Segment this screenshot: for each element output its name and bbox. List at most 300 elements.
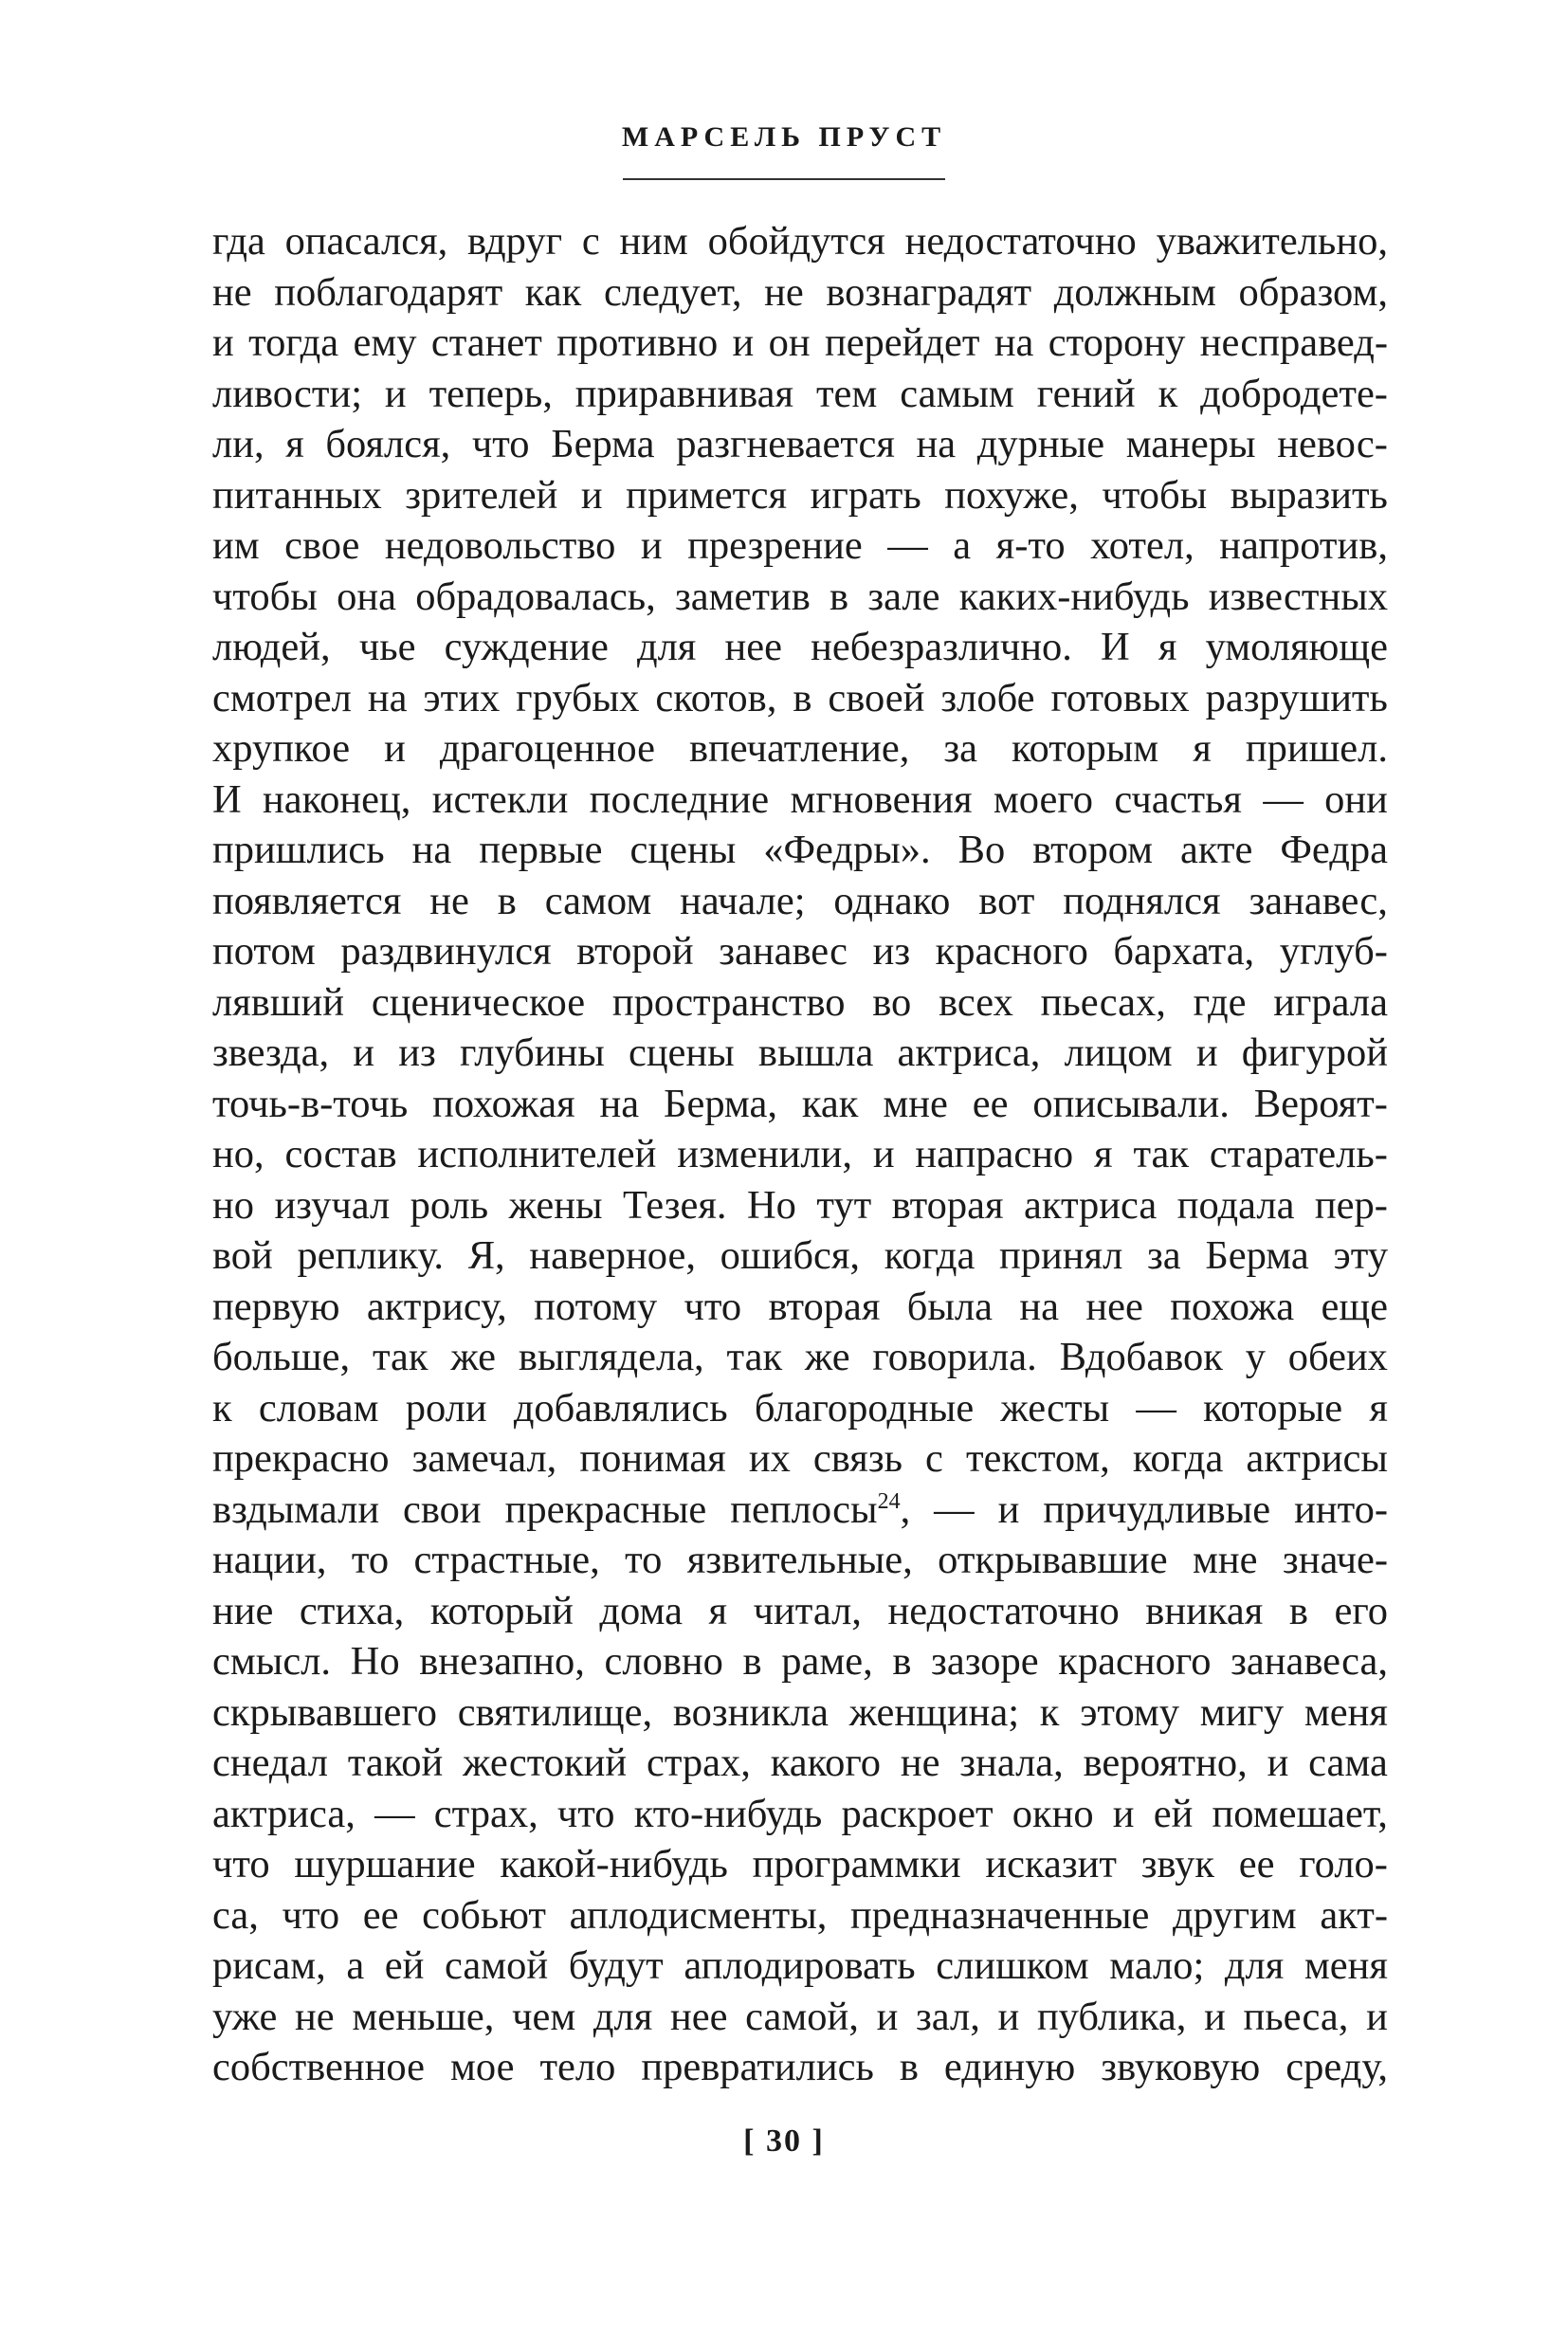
word: превратились: [641, 2045, 874, 2089]
word: Вдобавок: [1059, 1335, 1223, 1379]
word: занавес: [719, 929, 848, 974]
word: на: [1019, 1284, 1060, 1329]
word: в: [742, 1639, 762, 1684]
word: и: [732, 320, 755, 365]
word: недостаточно: [904, 219, 1137, 264]
word: смотрел: [212, 675, 352, 720]
text-line: [212, 1129, 1388, 1180]
word: втором: [1032, 828, 1154, 872]
text-line: [212, 673, 1388, 724]
word: —: [374, 1791, 415, 1836]
word: я: [1094, 1132, 1113, 1176]
text-line: [212, 1230, 1388, 1282]
word: страх,: [646, 1740, 751, 1785]
word: меня: [1304, 1943, 1388, 1988]
word: а: [346, 1943, 365, 1988]
word: я: [1193, 726, 1212, 771]
word: наверное,: [529, 1233, 696, 1278]
word: пространство: [611, 979, 846, 1025]
word: занавеса,: [1231, 1639, 1388, 1684]
word: но: [212, 1182, 254, 1228]
word: какой-нибудь: [500, 1842, 728, 1886]
word: вторая: [768, 1284, 881, 1329]
word: прекрасно: [212, 1436, 390, 1481]
word: и: [1366, 1994, 1388, 2039]
word: Вероят-: [1253, 1081, 1388, 1126]
word: его: [1334, 1588, 1388, 1633]
word: недовольство: [384, 523, 616, 568]
word: хрупкое: [212, 726, 351, 771]
word: они: [1324, 776, 1388, 822]
text-line: [212, 1383, 1388, 1434]
word: Берма,: [664, 1081, 778, 1126]
word: но,: [212, 1132, 264, 1176]
word: и: [876, 1994, 899, 2039]
word: что: [556, 1791, 615, 1836]
word: меньше,: [352, 1994, 495, 2039]
word: нее: [724, 625, 782, 669]
word: сцены: [628, 1030, 735, 1075]
word: лявший: [212, 979, 345, 1025]
word: и: [353, 1030, 375, 1075]
word: чтобы: [212, 574, 318, 619]
word: к: [212, 1385, 232, 1431]
text-line: [212, 1839, 1388, 1890]
word: невос-: [1277, 422, 1388, 466]
word: похожая: [432, 1081, 575, 1126]
word: что: [684, 1284, 742, 1329]
word: тем: [815, 371, 878, 416]
word: появляется: [212, 878, 402, 923]
text-line: [212, 369, 1388, 420]
word: точь-в-точь: [212, 1081, 409, 1126]
word: вторая: [891, 1182, 1004, 1228]
word: сценическое: [371, 979, 586, 1025]
word: мгновения: [790, 776, 973, 822]
word: и: [640, 523, 663, 568]
word: поднялся: [1063, 878, 1221, 923]
word: последние: [589, 776, 770, 822]
word: а: [953, 523, 972, 568]
word: и: [384, 371, 407, 416]
word: к: [1158, 371, 1178, 416]
word: уважительно,: [1156, 219, 1388, 264]
word: ему: [353, 320, 417, 365]
word: Тезея.: [622, 1182, 727, 1228]
word: ей: [384, 1943, 425, 1988]
word: суждение: [444, 625, 609, 669]
word: известных: [1208, 574, 1388, 619]
word: уже: [212, 1994, 278, 2039]
word: на: [599, 1081, 640, 1126]
word: похожа: [1170, 1284, 1295, 1329]
word: читал,: [753, 1588, 862, 1633]
word: для: [636, 625, 697, 669]
word: помешает,: [1212, 1791, 1388, 1836]
word: играть: [810, 472, 921, 518]
word: смысл.: [212, 1639, 332, 1684]
word: И: [1101, 625, 1130, 669]
word: приравнивая: [574, 371, 794, 416]
word: за: [943, 726, 978, 771]
word: драгоценное: [439, 726, 655, 771]
word: и: [997, 1994, 1020, 2039]
word: свое: [284, 523, 360, 568]
text-line: [212, 1738, 1388, 1789]
text-line: [212, 1535, 1388, 1586]
word: принял: [999, 1233, 1123, 1278]
word: этому: [1080, 1689, 1180, 1735]
word: жены: [508, 1182, 603, 1228]
text-segment: вздымали свои прекрасные пеплосы: [212, 1486, 878, 1532]
word: заметив: [675, 574, 811, 619]
text-line: [212, 1941, 1388, 1992]
word: он: [768, 320, 811, 365]
word: который: [429, 1588, 574, 1633]
word: так: [726, 1335, 783, 1379]
word: знала,: [959, 1740, 1064, 1785]
text-line: [212, 2042, 1388, 2093]
word: Но: [746, 1182, 796, 1228]
word: не: [212, 269, 252, 315]
word: мигу: [1199, 1689, 1285, 1735]
word: хотел,: [1090, 523, 1194, 568]
word: значе-: [1282, 1538, 1388, 1582]
word: акт-: [1320, 1892, 1388, 1938]
word: перейдет: [824, 320, 980, 365]
word: связь: [812, 1436, 903, 1481]
word: ли,: [212, 422, 264, 466]
word: единую: [943, 2045, 1076, 2089]
header-rule: [623, 178, 945, 180]
word: внезапно,: [419, 1639, 585, 1684]
word: исполнителей: [417, 1132, 657, 1176]
text-line: [212, 216, 1388, 267]
word: и: [384, 726, 406, 771]
word: кто-нибудь: [633, 1791, 823, 1836]
word: не: [429, 878, 469, 923]
word: самой: [444, 1943, 549, 1988]
word: вознаградят: [826, 269, 1032, 315]
word: похуже,: [944, 472, 1079, 518]
word: всех: [939, 979, 1013, 1025]
word: впечатление,: [689, 726, 910, 771]
word: грубых: [516, 675, 640, 720]
word: которые: [1203, 1385, 1343, 1431]
word: самой,: [745, 1994, 859, 2039]
word: должным: [1053, 269, 1216, 315]
word: что: [212, 1842, 270, 1886]
word: сцены: [629, 828, 737, 872]
word: тело: [539, 2045, 616, 2089]
word: открывавшие: [938, 1538, 1168, 1582]
word: описывали.: [1032, 1081, 1230, 1126]
word: как: [524, 269, 582, 315]
word: страстные,: [413, 1538, 600, 1582]
word: —: [1136, 1385, 1176, 1431]
word: и: [1204, 1994, 1226, 2039]
word: наконец,: [263, 776, 411, 822]
text-line: [212, 318, 1388, 369]
word: акте: [1179, 828, 1253, 872]
word: роли: [405, 1385, 487, 1431]
word: вероятно,: [1083, 1740, 1248, 1785]
word: то: [625, 1538, 663, 1582]
word: скрывавшего: [212, 1689, 437, 1735]
word: нее: [669, 1994, 728, 2039]
word: мне: [1193, 1538, 1258, 1582]
word: во: [872, 979, 912, 1025]
word: нее: [1085, 1284, 1143, 1329]
word: и: [1195, 1030, 1218, 1075]
word: была: [906, 1284, 994, 1329]
word: Я,: [467, 1233, 505, 1278]
word: зрителей: [405, 472, 558, 518]
word: чем: [512, 1994, 576, 2039]
word: в: [497, 878, 517, 923]
word: реплику.: [297, 1233, 444, 1278]
word: за: [1147, 1233, 1181, 1278]
word: Во: [957, 828, 1006, 872]
word: потом: [212, 929, 316, 974]
word: язвительные,: [686, 1538, 913, 1582]
text-line: [212, 1789, 1388, 1840]
word: первые: [479, 828, 603, 872]
word: разгневается: [676, 422, 895, 466]
word: так: [372, 1335, 428, 1379]
word: собственное: [212, 2045, 425, 2089]
word: Федра: [1280, 828, 1388, 872]
word: и: [872, 1132, 895, 1176]
word: слишком: [936, 1943, 1089, 1988]
word: в: [793, 675, 812, 720]
text-line: [212, 1028, 1388, 1079]
word: на: [411, 828, 452, 872]
word: на: [916, 422, 957, 466]
word: понимая: [579, 1436, 726, 1481]
word: второй: [576, 929, 694, 974]
word: Но: [350, 1639, 400, 1684]
word: манеры: [1125, 422, 1256, 466]
word: вдруг: [467, 219, 563, 264]
text-line: [212, 876, 1388, 927]
word: и: [212, 320, 234, 365]
page-number: [ 30 ]: [743, 2123, 825, 2159]
word: людей,: [212, 625, 331, 669]
word: самым: [900, 371, 1014, 416]
text-line: [212, 419, 1388, 470]
word: и: [580, 472, 603, 518]
word: са,: [212, 1892, 259, 1938]
word: она: [337, 574, 396, 619]
word: ее: [1238, 1842, 1275, 1886]
word: не: [764, 269, 804, 315]
word: «Федры».: [763, 828, 931, 872]
word: поблагодарят: [274, 269, 503, 315]
word: раме,: [781, 1639, 873, 1684]
word: гений: [1036, 371, 1136, 416]
word: зазоре: [931, 1639, 1039, 1684]
word: раздвинулся: [340, 929, 552, 974]
word: больше,: [212, 1335, 351, 1379]
text-line: [212, 1992, 1388, 2043]
text-line-with-footnote: [212, 1485, 1388, 1536]
word: обойдутся: [707, 219, 885, 264]
word: чтобы: [1102, 472, 1208, 518]
word: добавлялись: [513, 1385, 728, 1431]
word: к: [1039, 1689, 1060, 1735]
word: актрису,: [366, 1284, 507, 1329]
word: играла: [1273, 979, 1388, 1025]
word: текстом,: [965, 1436, 1110, 1481]
word: примется: [626, 472, 788, 518]
word: обрадовалась,: [415, 574, 656, 619]
word: и: [1112, 1791, 1135, 1836]
word: звук: [1140, 1842, 1215, 1886]
word: звезда,: [212, 1030, 330, 1075]
text-line: [212, 572, 1388, 623]
word: на: [994, 320, 1034, 365]
word: будут: [568, 1943, 664, 1988]
word: этих: [423, 675, 501, 720]
word: в: [892, 1639, 912, 1684]
word: же: [450, 1335, 497, 1379]
word: добродете-: [1200, 371, 1388, 416]
word: напротив,: [1219, 523, 1388, 568]
word: противно: [556, 320, 719, 365]
word: питанных: [212, 472, 382, 518]
word: пьесах,: [1040, 979, 1166, 1025]
word: чье: [358, 625, 416, 669]
word: опасался,: [284, 219, 448, 264]
text-line: [212, 775, 1388, 826]
text-line: [212, 1636, 1388, 1687]
word: самом: [544, 878, 652, 923]
word: с: [925, 1436, 943, 1481]
word: гда: [212, 219, 265, 264]
word: пришел.: [1245, 726, 1388, 771]
text-line: [212, 723, 1388, 775]
word: для: [1224, 1943, 1285, 1988]
word: мое: [449, 2045, 515, 2089]
word: из: [398, 1030, 436, 1075]
text-line: [212, 1586, 1388, 1637]
word: публика,: [1036, 1994, 1187, 2039]
text-line: [212, 520, 1388, 572]
word: ние: [212, 1588, 274, 1633]
word: вникая: [1145, 1588, 1264, 1633]
word: вот: [978, 878, 1035, 923]
word: актриса,: [212, 1791, 356, 1836]
word: у: [1245, 1335, 1266, 1379]
word: скотов,: [655, 675, 777, 720]
word: я: [1369, 1385, 1388, 1431]
text-line: [212, 267, 1388, 319]
word: словам: [258, 1385, 379, 1431]
word: ее: [362, 1892, 399, 1938]
word: снедал: [212, 1740, 328, 1785]
word: я-то: [995, 523, 1066, 568]
running-head-author: МАРСЕЛЬ ПРУСТ: [621, 121, 947, 153]
word: ее: [972, 1081, 1009, 1126]
word: фигурой: [1241, 1030, 1388, 1075]
word: голо-: [1299, 1842, 1388, 1886]
word: страх,: [433, 1791, 538, 1836]
word: мало;: [1109, 1943, 1205, 1988]
word: роль: [410, 1182, 489, 1228]
word: вышла: [757, 1030, 874, 1075]
word: когда: [1132, 1436, 1224, 1481]
text-line: [212, 470, 1388, 521]
word: лицом: [1064, 1030, 1173, 1075]
word: аплодировать: [684, 1943, 916, 1988]
word: несправед-: [1199, 320, 1388, 365]
text-line: [212, 977, 1388, 1029]
word: обеих: [1287, 1335, 1388, 1379]
word: я: [1158, 625, 1177, 669]
word: пьеса,: [1243, 1994, 1349, 2039]
word: я: [708, 1588, 728, 1633]
word: изменили,: [677, 1132, 852, 1176]
text-line: [212, 1079, 1388, 1130]
word: дома: [599, 1588, 683, 1633]
word: так: [1133, 1132, 1190, 1176]
word: пер-: [1314, 1182, 1388, 1228]
footnote-marker[interactable]: 24: [877, 1488, 901, 1514]
word: —: [1263, 776, 1304, 822]
text-line: [212, 926, 1388, 977]
word: недостаточно: [887, 1588, 1120, 1633]
word: потому: [534, 1284, 658, 1329]
text-line: [212, 825, 1388, 876]
word: образом,: [1238, 269, 1388, 315]
word: возникла: [672, 1689, 829, 1735]
word: раскроет: [841, 1791, 994, 1836]
word: благородные: [754, 1385, 975, 1431]
word: жестокий: [463, 1740, 628, 1785]
word: станет: [430, 320, 542, 365]
word: актриса: [1024, 1182, 1158, 1228]
word: же: [804, 1335, 850, 1379]
word: первую: [212, 1284, 340, 1329]
word: злобе: [940, 675, 1035, 720]
body-text: [212, 216, 1388, 2093]
word: исказит: [985, 1842, 1117, 1886]
word: среду,: [1285, 2045, 1388, 2089]
word: для: [593, 1994, 653, 2039]
word: меня: [1304, 1689, 1388, 1735]
word: актрисы: [1246, 1436, 1388, 1481]
word: небезразлично.: [811, 625, 1072, 669]
word: эту: [1333, 1233, 1388, 1278]
word: своей: [828, 675, 925, 720]
word: следует,: [603, 269, 742, 315]
word: не: [900, 1740, 940, 1785]
word: ним: [619, 219, 688, 264]
word: красного: [935, 929, 1088, 974]
word: окно: [1012, 1791, 1094, 1836]
word: Берма: [1205, 1233, 1309, 1278]
text-segment: , — и причудливые инто-: [900, 1486, 1388, 1532]
word: дурные: [976, 422, 1105, 466]
word: напрасно: [915, 1132, 1074, 1176]
word: моего: [993, 776, 1094, 822]
word: счастья: [1114, 776, 1242, 822]
word: еще: [1321, 1284, 1388, 1329]
text-line: [212, 1687, 1388, 1739]
word: на: [367, 675, 408, 720]
word: их: [748, 1436, 791, 1481]
